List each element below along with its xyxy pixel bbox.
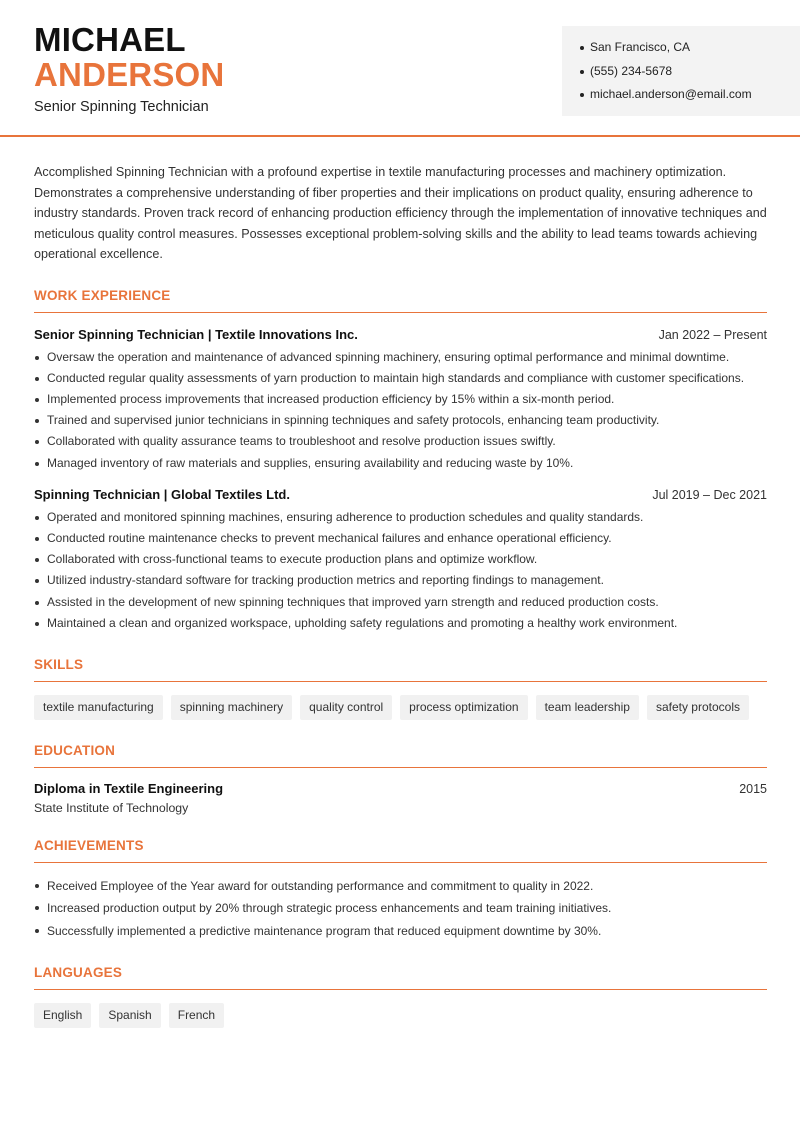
- skill-tag: textile manufacturing: [34, 695, 163, 720]
- job-bullet: Utilized industry-standard software for tracking production metrics and reporting findings to management.: [34, 570, 767, 591]
- language-tag: Spanish: [99, 1003, 160, 1028]
- achievement-item: Increased production output by 20% through strategic process enhancements and team training initiatives.: [34, 897, 767, 920]
- education-degree: Diploma in Textile Engineering: [34, 780, 224, 796]
- job-bullet: Managed inventory of raw materials and supplies, ensuring availability and reducing waste by 10%.: [34, 453, 767, 474]
- section-title-achievements: ACHIEVEMENTS: [34, 838, 767, 863]
- contact-phone: (555) 234-5678: [580, 63, 752, 87]
- section-title-work: WORK EXPERIENCE: [34, 288, 767, 313]
- first-name: MICHAEL: [34, 21, 186, 58]
- summary-text: Accomplished Spinning Technician with a profound expertise in textile manufacturing processes and machinery optimization. Demonstrates a comprehensive understanding of fiber properties and their implications on product quality, ensuring adherence to industry standards. Proven track record of enhancing production efficiency through the implementation of innovative techniques and meticulous quality control measures. Possesses exceptional problem-solving skills and the ability to lead teams towards achieving operational excellence.: [34, 165, 767, 261]
- skill-tag: team leadership: [536, 695, 639, 720]
- education-school: State Institute of Technology: [34, 800, 189, 815]
- job-entry: [34, 327, 767, 474]
- skill-tag: process optimization: [400, 695, 527, 720]
- skills-list: [34, 695, 767, 720]
- resume-body: [34, 162, 767, 1028]
- job-bullet: Trained and supervised junior technicians in spinning techniques and safety protocols, enhancing team productivity.: [34, 410, 767, 431]
- skill-tag: spinning machinery: [171, 695, 292, 720]
- job-bullet: Conducted routine maintenance checks to prevent mechanical failures and enhance operational efficiency.: [34, 528, 767, 549]
- achievement-item: Received Employee of the Year award for outstanding performance and commitment to quality in 2022.: [34, 875, 767, 898]
- header-divider: [0, 135, 800, 137]
- achievement-item: Successfully implemented a predictive maintenance program that reduced equipment downtime by 30%.: [34, 920, 767, 943]
- job-bullet: Assisted in the development of new spinning techniques that improved yarn strength and reduced production costs.: [34, 592, 767, 613]
- candidate-title: Senior Spinning Technician: [34, 99, 209, 115]
- achievements-list: [34, 875, 767, 943]
- languages-list: [34, 1003, 767, 1028]
- job-dates: Jul 2019 – Dec 2021: [652, 487, 767, 502]
- job-bullet: Implemented process improvements that increased production efficiency by 15% within a six-month period.: [34, 389, 767, 410]
- skill-tag: quality control: [300, 695, 392, 720]
- job-bullet: Oversaw the operation and maintenance of advanced spinning machinery, ensuring optimal performance and minimal downtime.: [34, 347, 767, 368]
- job-bullet: Collaborated with quality assurance teams to troubleshoot and resolve production issues swiftly.: [34, 431, 767, 452]
- last-name: ANDERSON: [34, 56, 225, 93]
- education-entry: [34, 781, 767, 815]
- job-bullet: Operated and monitored spinning machines, ensuring adherence to production schedules and quality standards.: [34, 507, 767, 528]
- job-bullet: Conducted regular quality assessments of yarn production to maintain high standards and compliance with customer specifications.: [34, 368, 767, 389]
- job-role: Senior Spinning Technician | Textile Innovations Inc.: [34, 326, 358, 342]
- contact-email: michael.anderson@email.com: [580, 86, 752, 110]
- candidate-name: [34, 22, 224, 92]
- section-title-languages: LANGUAGES: [34, 965, 767, 990]
- section-title-skills: SKILLS: [34, 657, 767, 682]
- section-title-education: EDUCATION: [34, 743, 767, 768]
- language-tag: French: [169, 1003, 224, 1028]
- language-tag: English: [34, 1003, 91, 1028]
- job-entry: [34, 487, 767, 634]
- job-role: Spinning Technician | Global Textiles Ltd.: [34, 486, 290, 502]
- job-bullet: Collaborated with cross-functional teams to execute production plans and optimize workflow.: [34, 549, 767, 570]
- education-year: 2015: [739, 781, 767, 796]
- job-dates: Jan 2022 – Present: [658, 327, 767, 342]
- skill-tag: safety protocols: [647, 695, 749, 720]
- contact-location: San Francisco, CA: [580, 39, 752, 63]
- contact-box: [562, 26, 800, 116]
- job-bullet: Maintained a clean and organized workspace, upholding safety regulations and promoting a healthy work environment.: [34, 613, 767, 634]
- resume-header: [0, 0, 800, 136]
